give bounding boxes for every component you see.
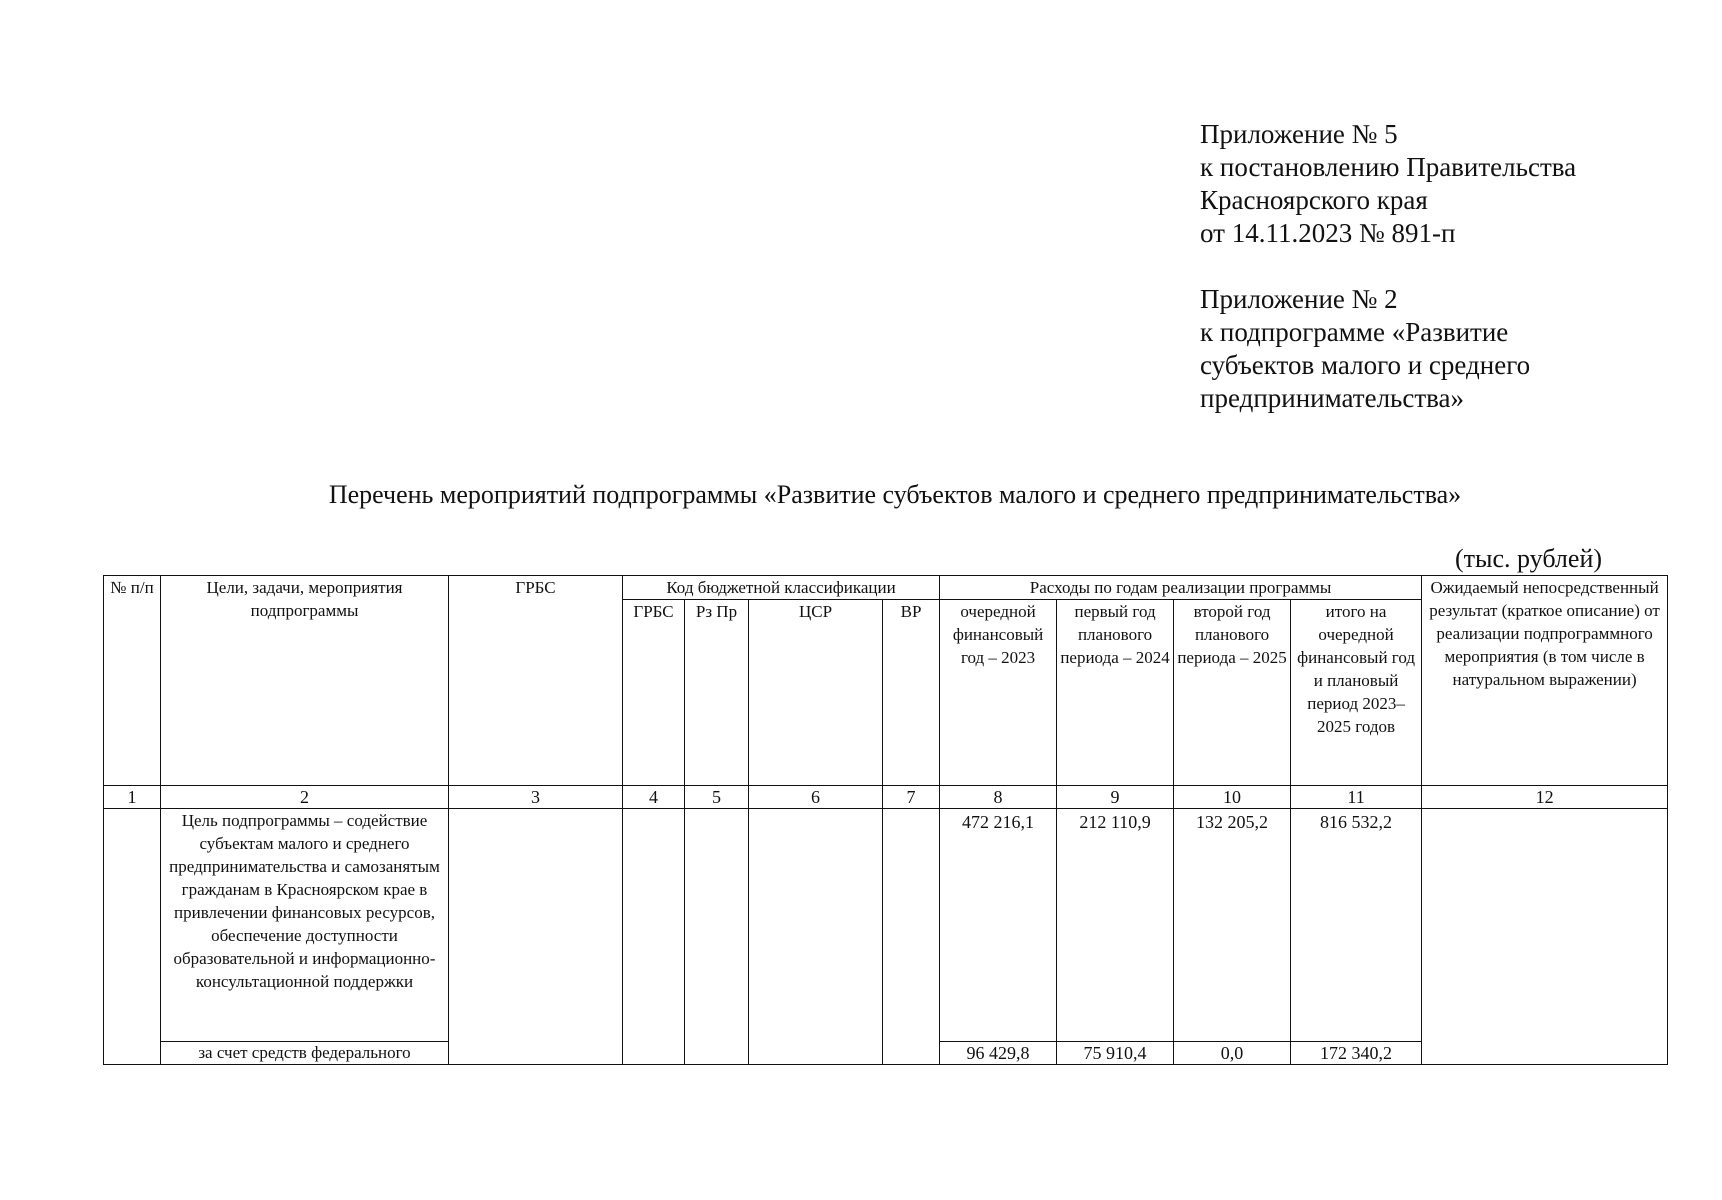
appendix-2-line: субъектов малого и среднего — [1200, 350, 1531, 380]
cell-year-2025: 132 205,2 — [1174, 809, 1291, 1042]
column-number: 9 — [1057, 786, 1174, 809]
header-grbs: ГРБС — [449, 576, 623, 786]
cell-year-2023: 472 216,1 — [940, 809, 1057, 1042]
activities-table — [103, 575, 1668, 1065]
cell-total: 816 532,2 — [1291, 809, 1422, 1042]
cell-code-rzpr — [685, 809, 749, 1065]
units-note: (тыс. рублей) — [1455, 544, 1603, 573]
appendix-1-line: Приложение № 5 — [1200, 119, 1398, 149]
cell-code-grbs — [623, 809, 685, 1065]
cell-grbs — [449, 809, 623, 1065]
cell-federal-2024: 75 910,4 — [1057, 1042, 1174, 1065]
header-code-rzpr: Рз Пр — [685, 600, 749, 786]
appendix-2-line: Приложение № 2 — [1200, 284, 1398, 314]
appendix-2-line: к подпрограмме «Развитие — [1200, 317, 1509, 347]
column-number: 10 — [1174, 786, 1291, 809]
header-goals: Цели, задачи, мероприятия подпрограммы — [161, 576, 449, 786]
header-total: итого на очередной финансовый год и плановый период 2023–2025 годов — [1291, 600, 1422, 786]
column-number: 5 — [685, 786, 749, 809]
column-number: 6 — [749, 786, 883, 809]
column-number: 8 — [940, 786, 1057, 809]
header-budget-code-group: Код бюджетной классификации — [623, 576, 940, 600]
column-number: 7 — [883, 786, 940, 809]
appendix-1-line: Красноярского края — [1200, 185, 1428, 215]
appendix-1-block — [1200, 118, 1680, 250]
table-row-goal — [104, 809, 1668, 1042]
header-code-grbs: ГРБС — [623, 600, 685, 786]
header-year-2024: первый год планового периода – 2024 — [1057, 600, 1174, 786]
header-year-2023: очередной финансовый год – 2023 — [940, 600, 1057, 786]
column-number: 2 — [161, 786, 449, 809]
header-expenses-group: Расходы по годам реализации программы — [940, 576, 1422, 600]
header-code-csr: ЦСР — [749, 600, 883, 786]
document-title: Перечень мероприятий подпрограммы «Развитие субъектов малого и среднего предпринимательства» — [328, 480, 1462, 509]
cell-code-vr — [883, 809, 940, 1065]
header-expected-result: Ожидаемый непосредственный результат (краткое описание) от реализации подпрограммного мероприятия (в том числе в натуральном выражении) — [1422, 576, 1668, 786]
cell-code-csr — [749, 809, 883, 1065]
header-row-1 — [104, 576, 1668, 600]
column-number: 1 — [104, 786, 161, 809]
column-number-row — [104, 786, 1668, 809]
column-number: 3 — [449, 786, 623, 809]
appendix-1-line: к постановлению Правительства — [1200, 152, 1577, 182]
column-number: 12 — [1422, 786, 1668, 809]
column-number: 11 — [1291, 786, 1422, 809]
cell-federal-2023: 96 429,8 — [940, 1042, 1057, 1065]
column-number: 4 — [623, 786, 685, 809]
header-num: № п/п — [104, 576, 161, 786]
cell-federal-2025: 0,0 — [1174, 1042, 1291, 1065]
appendix-1-line: от 14.11.2023 № 891-п — [1200, 218, 1456, 248]
appendix-2-block — [1200, 283, 1680, 415]
cell-federal-label: за счет средств федерального — [161, 1042, 449, 1065]
header-code-vr: ВР — [883, 600, 940, 786]
header-year-2025: второй год планового периода – 2025 — [1174, 600, 1291, 786]
cell-expected-result — [1422, 809, 1668, 1065]
cell-goal-text: Цель подпрограммы – содействие субъектам малого и среднего предпринимательства и самозанятым гражданам в Красноярском крае в привлечении финансовых ресурсов, обеспечение доступности образовательной и информационно-консультационной поддержки — [161, 809, 449, 1042]
appendix-2-line: предпринимательства» — [1200, 383, 1465, 413]
cell-federal-total: 172 340,2 — [1291, 1042, 1422, 1065]
cell-year-2024: 212 110,9 — [1057, 809, 1174, 1042]
cell-num — [104, 809, 161, 1065]
